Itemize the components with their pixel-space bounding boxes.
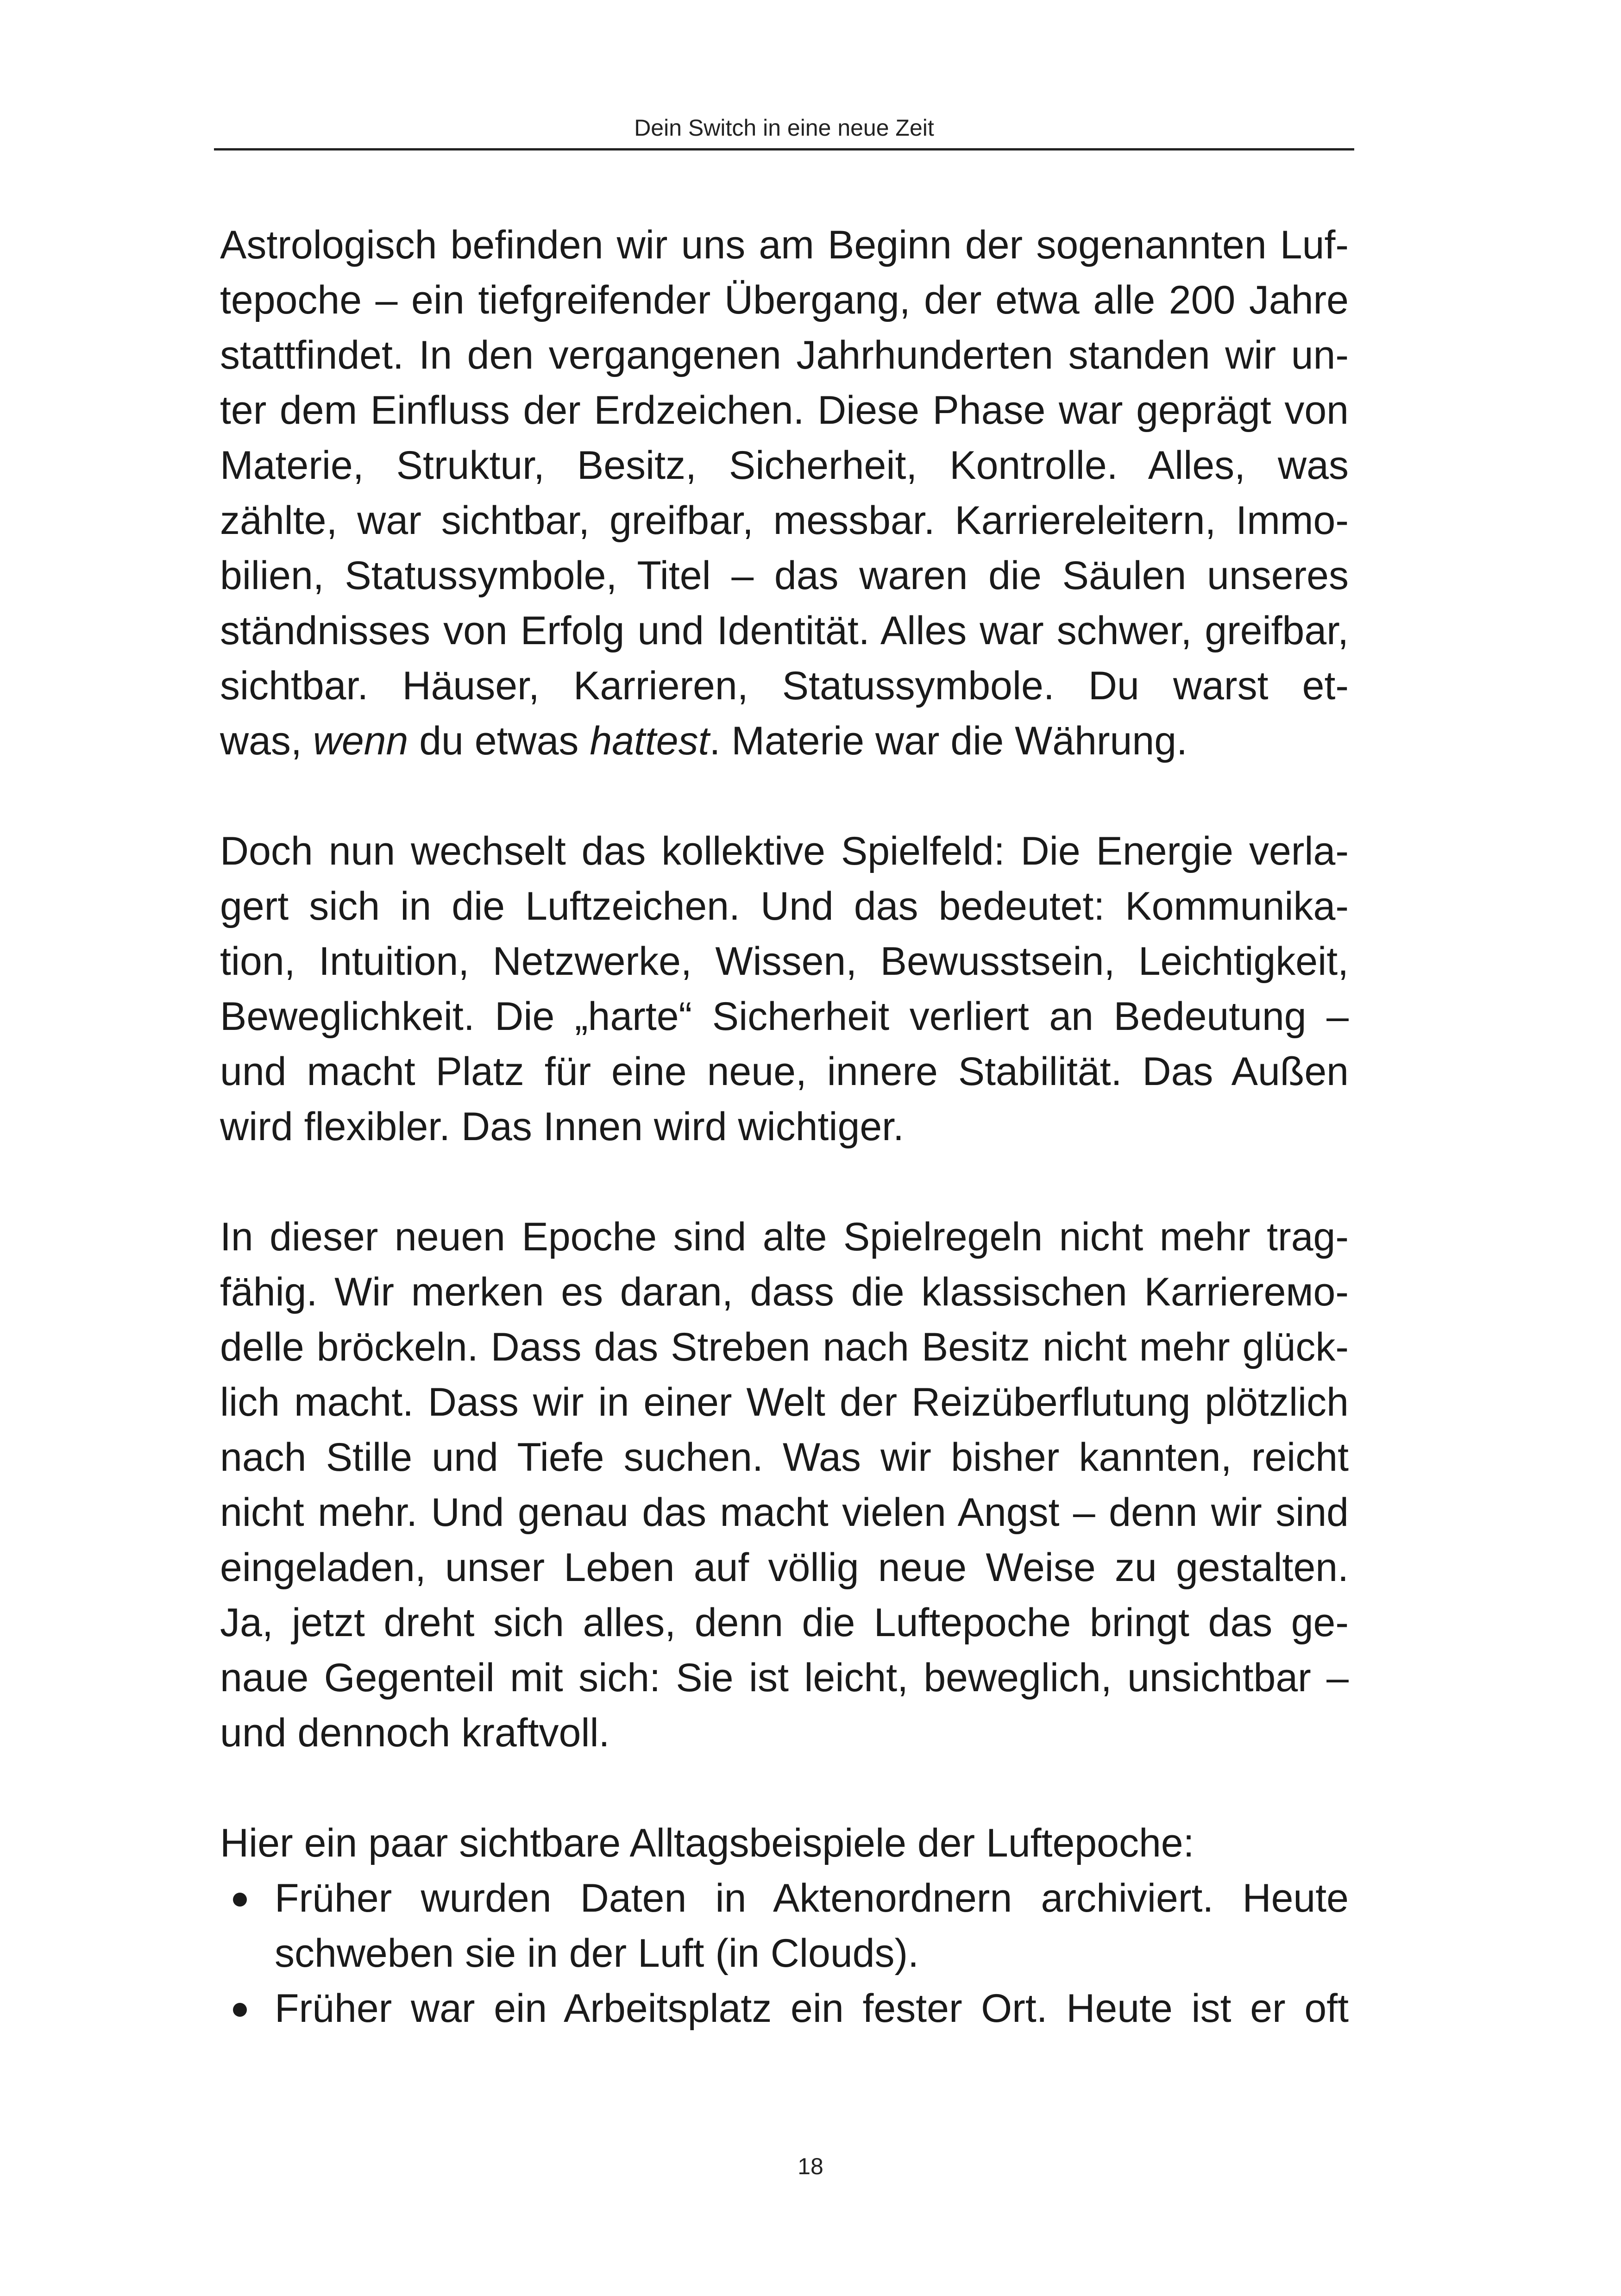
text-line: eingeladen, unser Leben auf völlig neue Weise zu gestalten. xyxy=(220,1545,1349,1590)
text-line: tion, Intuition, Netzwerke, Wissen, Bewusstsein, Leichtigkeit, xyxy=(220,939,1349,984)
text-line: tepoche – ein tiefgreifender Übergang, der etwa alle 200 Jahre xyxy=(220,278,1349,322)
text-line: Doch nun wechselt das kollektive Spielfeld: Die Energie verla- xyxy=(220,829,1349,873)
text-line: lich macht. Dass wir in einer Welt der Reizüberflutung plötzlich xyxy=(220,1380,1349,1424)
paragraph xyxy=(220,1210,1349,1761)
paragraph xyxy=(220,218,1349,769)
text-line: naue Gegenteil mit sich: Sie ist leicht, beweglich, unsichtbar – xyxy=(220,1656,1349,1700)
text-line: Ja, jetzt dreht sich alles, denn die Luftepoche bringt das ge- xyxy=(220,1600,1349,1645)
text-line: In dieser neuen Epoche sind alte Spielregeln nicht mehr trag- xyxy=(220,1215,1349,1259)
body-text xyxy=(220,218,1349,2036)
paragraph xyxy=(220,1816,1349,2036)
text-line: delle bröckeln. Dass das Streben nach Besitz nicht mehr glück- xyxy=(220,1325,1349,1369)
bullet-icon xyxy=(233,1893,247,1907)
text-line: zählte, war sichtbar, greifbar, messbar. Karriereleitern, Immo- xyxy=(220,498,1349,543)
text-line: wird flexibler. Das Innen wird wichtiger. xyxy=(220,1104,904,1149)
list-item xyxy=(220,1981,1349,2036)
emphasis: hattest xyxy=(590,719,710,763)
bullet-list xyxy=(220,1871,1349,2036)
text-line: ter dem Einfluss der Erdzeichen. Diese Phase war geprägt von xyxy=(220,388,1349,433)
paragraph-gap xyxy=(220,769,1349,824)
text-line: sichtbar. Häuser, Karrieren, Statussymbole. Du warst et- xyxy=(220,664,1349,708)
text-line: fähig. Wir merken es daran, dass die klassischen Karriereмo- xyxy=(220,1270,1349,1314)
paragraph xyxy=(220,824,1349,1154)
text-line: Astrologisch befinden wir uns am Beginn der sogenannten Luf- xyxy=(220,223,1349,267)
list-item-line xyxy=(220,1981,1349,2036)
header-rule xyxy=(214,148,1354,151)
text-line xyxy=(220,714,1349,769)
paragraph-gap xyxy=(220,1154,1349,1210)
text-line: Früher wurden Daten in Aktenordnern archiviert. Heute xyxy=(275,1876,1349,1920)
text-line: stattfindet. In den vergangenen Jahrhunderten standen wir un- xyxy=(220,333,1349,377)
running-header: Dein Switch in eine neue Zeit xyxy=(634,115,934,141)
emphasis: wenn xyxy=(313,719,408,763)
text-line: Hier ein paar sichtbare Alltagsbeispiele der Luftepoche: xyxy=(220,1821,1194,1865)
text-line: ständnisses von Erfolg und Identität. Alles war schwer, greifbar, xyxy=(220,609,1349,653)
text-line: Beweglichkeit. Die „harte“ Sicherheit verliert an Bedeutung – xyxy=(220,994,1349,1039)
text-line: und dennoch kraftvoll. xyxy=(220,1711,610,1755)
text-line: nach Stille und Tiefe suchen. Was wir bisher kannten, reicht xyxy=(220,1435,1349,1480)
list-item-line xyxy=(220,1926,1349,1981)
text-line: nicht mehr. Und genau das macht vielen Angst – denn wir sind xyxy=(220,1490,1349,1535)
text-fragment: du etwas xyxy=(408,719,590,763)
text-line: gert sich in die Luftzeichen. Und das bedeutet: Kommunika- xyxy=(220,884,1349,928)
text-line: und macht Platz für eine neue, innere Stabilität. Das Außen xyxy=(220,1049,1349,1094)
bullet-icon xyxy=(233,2003,247,2017)
page-number: 18 xyxy=(798,2153,823,2179)
paragraph-gap xyxy=(220,1761,1349,1816)
text-fragment: . Materie war die Währung. xyxy=(709,719,1187,763)
text-line: bilien, Statussymbole, Titel – das waren die Säulen unseres xyxy=(220,553,1349,598)
text-line: schweben sie in der Luft (in Clouds). xyxy=(275,1931,919,1976)
list-item xyxy=(220,1871,1349,1981)
text-line: Früher war ein Arbeitsplatz ein fester Ort. Heute ist er oft xyxy=(275,1986,1349,2031)
list-item-line xyxy=(220,1871,1349,1926)
text-fragment: was, xyxy=(220,719,313,763)
text-line: Materie, Struktur, Besitz, Sicherheit, Kontrolle. Alles, was xyxy=(220,443,1349,488)
